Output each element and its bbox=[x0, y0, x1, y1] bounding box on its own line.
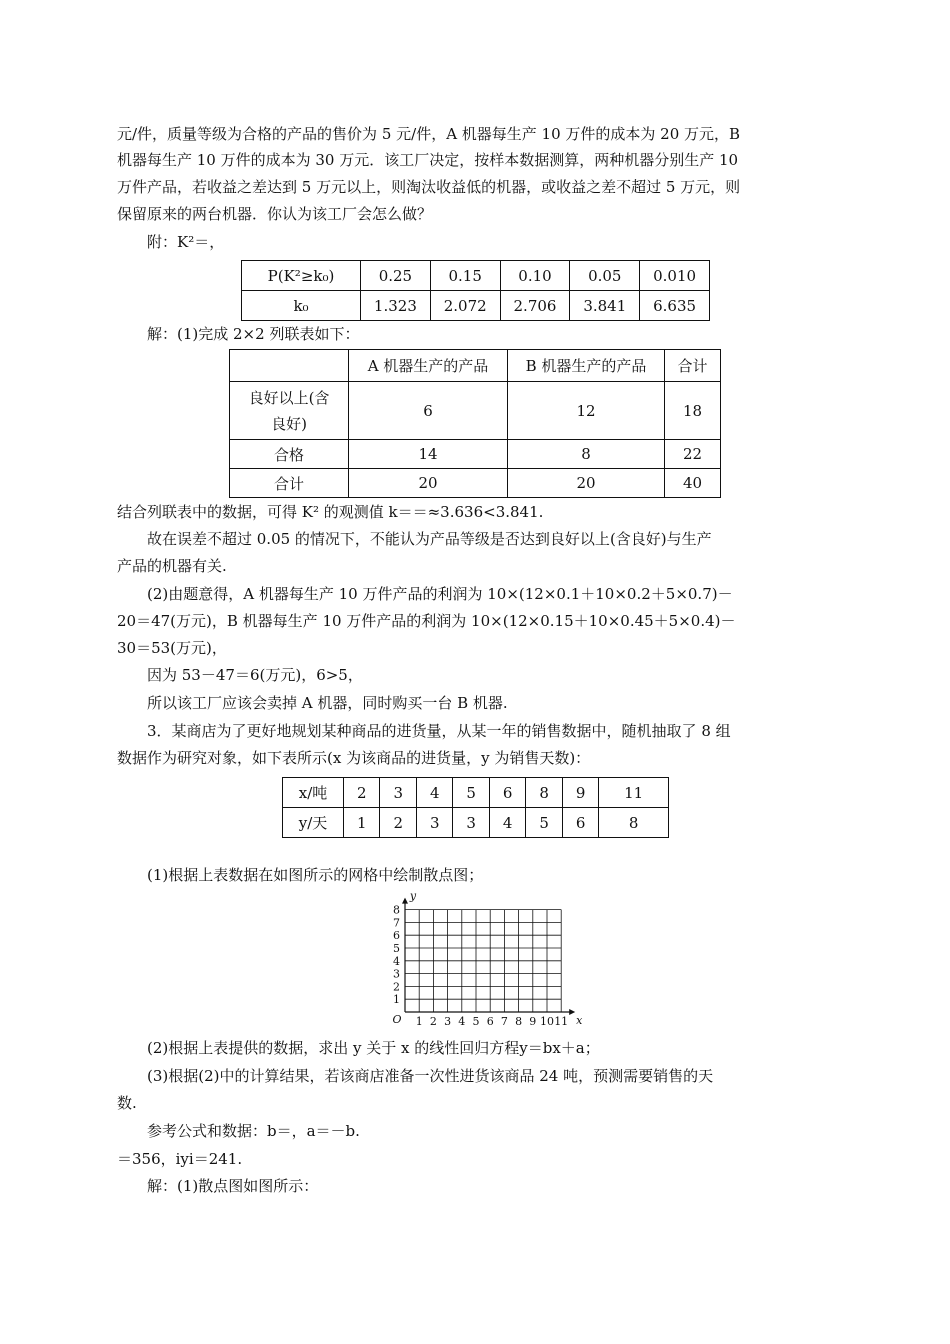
text-line: 30＝53(万元)， bbox=[117, 639, 227, 657]
table-cell: 14 bbox=[349, 440, 508, 469]
y-tick-label: 6 bbox=[393, 929, 400, 943]
text-line: 20＝47(万元)，B 机器每生产 10 万件产品的利润为 10×(12×0.15＋10×0.45＋5×0.4)－ bbox=[117, 612, 736, 630]
table-cell: 2 bbox=[344, 778, 380, 808]
x-axis-arrow bbox=[569, 1009, 575, 1015]
table-cell: 0.10 bbox=[500, 261, 570, 291]
y-tick-label: 1 bbox=[393, 993, 400, 1007]
reference-formula: 参考公式和数据：b＝，a＝－b. bbox=[147, 1122, 360, 1140]
scatter-grid-figure bbox=[385, 892, 600, 1030]
row-label: x/吨 bbox=[283, 778, 344, 808]
x-tick-label: 1 bbox=[415, 1015, 423, 1028]
x-tick-label: 6 bbox=[486, 1015, 494, 1028]
problem-3-title: 3．某商店为了更好地规划某种商品的进货量，从某一年的销售数据中，随机抽取了 8 组 bbox=[147, 722, 731, 740]
text-line: 因为 53－47＝6(万元)，6>5， bbox=[147, 666, 363, 684]
x-tick-label: 3 bbox=[444, 1015, 452, 1028]
y-axis-arrow bbox=[402, 898, 408, 904]
table-cell: 1.323 bbox=[361, 291, 431, 321]
table-cell: 11 bbox=[599, 778, 669, 808]
table-cell: 2.072 bbox=[430, 291, 500, 321]
table-cell: 2 bbox=[380, 808, 416, 838]
text-line: (2)根据上表提供的数据，求出 y 关于 x 的线性回归方程y＝bx＋a； bbox=[147, 1039, 600, 1057]
table-cell: 2.706 bbox=[500, 291, 570, 321]
table-cell: 8 bbox=[526, 778, 562, 808]
table-cell: 9 bbox=[562, 778, 598, 808]
text-line: 元/件，质量等级为合格的产品的售价为 5 元/件，A 机器每生产 10 万件的成本为 20 万元，B bbox=[117, 125, 741, 143]
table-cell: 6.635 bbox=[640, 291, 710, 321]
y-tick-label: 7 bbox=[393, 916, 400, 930]
table-cell: 0.010 bbox=[640, 261, 710, 291]
y-tick-label: 8 bbox=[393, 903, 400, 917]
table-header: B 机器生产的产品 bbox=[508, 350, 665, 382]
table-cell: 0.15 bbox=[430, 261, 500, 291]
table-cell: 20 bbox=[508, 469, 665, 498]
table-cell: 22 bbox=[665, 440, 721, 469]
reference-data: ＝356，iyi＝241. bbox=[117, 1150, 243, 1168]
x-tick-label: 5 bbox=[472, 1015, 480, 1028]
table-cell: 0.25 bbox=[361, 261, 431, 291]
contingency-table bbox=[229, 349, 721, 498]
text-line: (1)根据上表数据在如图所示的网格中绘制散点图； bbox=[147, 866, 484, 884]
table-cell: P(K²≥k₀) bbox=[242, 261, 361, 291]
text-line: 所以该工厂应该会卖掉 A 机器，同时购买一台 B 机器. bbox=[147, 694, 508, 712]
table-cell bbox=[230, 350, 349, 382]
y-axis-label: y bbox=[409, 892, 417, 903]
table-header: 合计 bbox=[665, 350, 721, 382]
axes bbox=[402, 898, 575, 1015]
text-line: 机器每生产 10 万件的成本为 30 万元．该工厂决定，按样本数据测算，两种机器分别生产 10 bbox=[117, 151, 739, 169]
table-cell: 40 bbox=[665, 469, 721, 498]
table-cell: 12 bbox=[508, 382, 665, 440]
table-cell: 1 bbox=[344, 808, 380, 838]
text-line: 数. bbox=[117, 1094, 137, 1112]
table-header: A 机器生产的产品 bbox=[349, 350, 508, 382]
table-cell: 3 bbox=[453, 808, 489, 838]
text-line: 保留原来的两台机器．你认为该工厂会怎么做？ bbox=[117, 205, 433, 223]
text-line: 万件产品，若收益之差达到 5 万元以上，则淘汰收益低的机器，或收益之差不超过 5 万元，则 bbox=[117, 178, 741, 196]
text-line: 数据作为研究对象，如下表所示(x 为该商品的进货量，y 为销售天数)： bbox=[117, 749, 591, 767]
row-label: 合计 bbox=[230, 469, 349, 498]
solution-heading: 解：(1)完成 2×2 列联表如下： bbox=[147, 325, 360, 343]
grid-lines bbox=[405, 910, 561, 1012]
text-line: (2)由题意得，A 机器每生产 10 万件产品的利润为 10×(12×0.1＋10×0.2＋5×0.7)－ bbox=[147, 585, 733, 603]
solution-heading: 解：(1)散点图如图所示： bbox=[147, 1177, 319, 1195]
y-tick-label: 4 bbox=[393, 954, 400, 968]
x-tick-label: 8 bbox=[515, 1015, 523, 1028]
text-line: 故在误差不超过 0.05 的情况下，不能认为产品等级是否达到良好以上(含良好)与生产 bbox=[147, 530, 712, 548]
table-cell: 5 bbox=[526, 808, 562, 838]
xy-data-table bbox=[282, 777, 669, 838]
text-line: 结合列联表中的数据，可得 K² 的观测值 k＝＝≈3.636<3.841. bbox=[117, 503, 544, 521]
x-tick-label: 4 bbox=[458, 1015, 466, 1028]
table-cell: 8 bbox=[508, 440, 665, 469]
table-cell: 0.05 bbox=[570, 261, 640, 291]
table-cell: 18 bbox=[665, 382, 721, 440]
x-tick-label: 2 bbox=[429, 1015, 437, 1028]
text-line: 产品的机器有关. bbox=[117, 557, 227, 575]
text-line: (3)根据(2)中的计算结果，若该商店准备一次性进货该商品 24 吨，预测需要销售的天 bbox=[147, 1067, 714, 1085]
row-label-line: 良好以上(含 bbox=[248, 388, 330, 407]
x-tick-label: 7 bbox=[500, 1015, 508, 1028]
tick-labels bbox=[392, 892, 583, 1028]
row-label-line: 良好) bbox=[271, 414, 307, 433]
y-tick-label: 5 bbox=[393, 942, 400, 955]
x-tick-label: 10 bbox=[540, 1015, 554, 1028]
table-cell: 20 bbox=[349, 469, 508, 498]
table-cell: 6 bbox=[562, 808, 598, 838]
row-label bbox=[230, 382, 349, 440]
row-label: y/天 bbox=[283, 808, 344, 838]
x-tick-label: 11 bbox=[554, 1015, 569, 1028]
x-tick-label: 9 bbox=[529, 1015, 537, 1028]
table-cell: 3 bbox=[416, 808, 452, 838]
table-cell: 3 bbox=[380, 778, 416, 808]
table-cell: 6 bbox=[349, 382, 508, 440]
table-cell: 5 bbox=[453, 778, 489, 808]
critical-value-table bbox=[241, 260, 710, 321]
formula-note: 附：K²＝， bbox=[147, 233, 225, 251]
x-axis-label: x bbox=[576, 1014, 583, 1027]
table-cell: 8 bbox=[599, 808, 669, 838]
origin-label: O bbox=[392, 1013, 402, 1026]
table-cell: 4 bbox=[416, 778, 452, 808]
table-cell: 3.841 bbox=[570, 291, 640, 321]
table-cell: k₀ bbox=[242, 291, 361, 321]
y-tick-label: 3 bbox=[393, 967, 400, 981]
table-cell: 6 bbox=[489, 778, 525, 808]
table-cell: 4 bbox=[489, 808, 525, 838]
row-label: 合格 bbox=[230, 440, 349, 469]
y-tick-label: 2 bbox=[393, 980, 400, 994]
